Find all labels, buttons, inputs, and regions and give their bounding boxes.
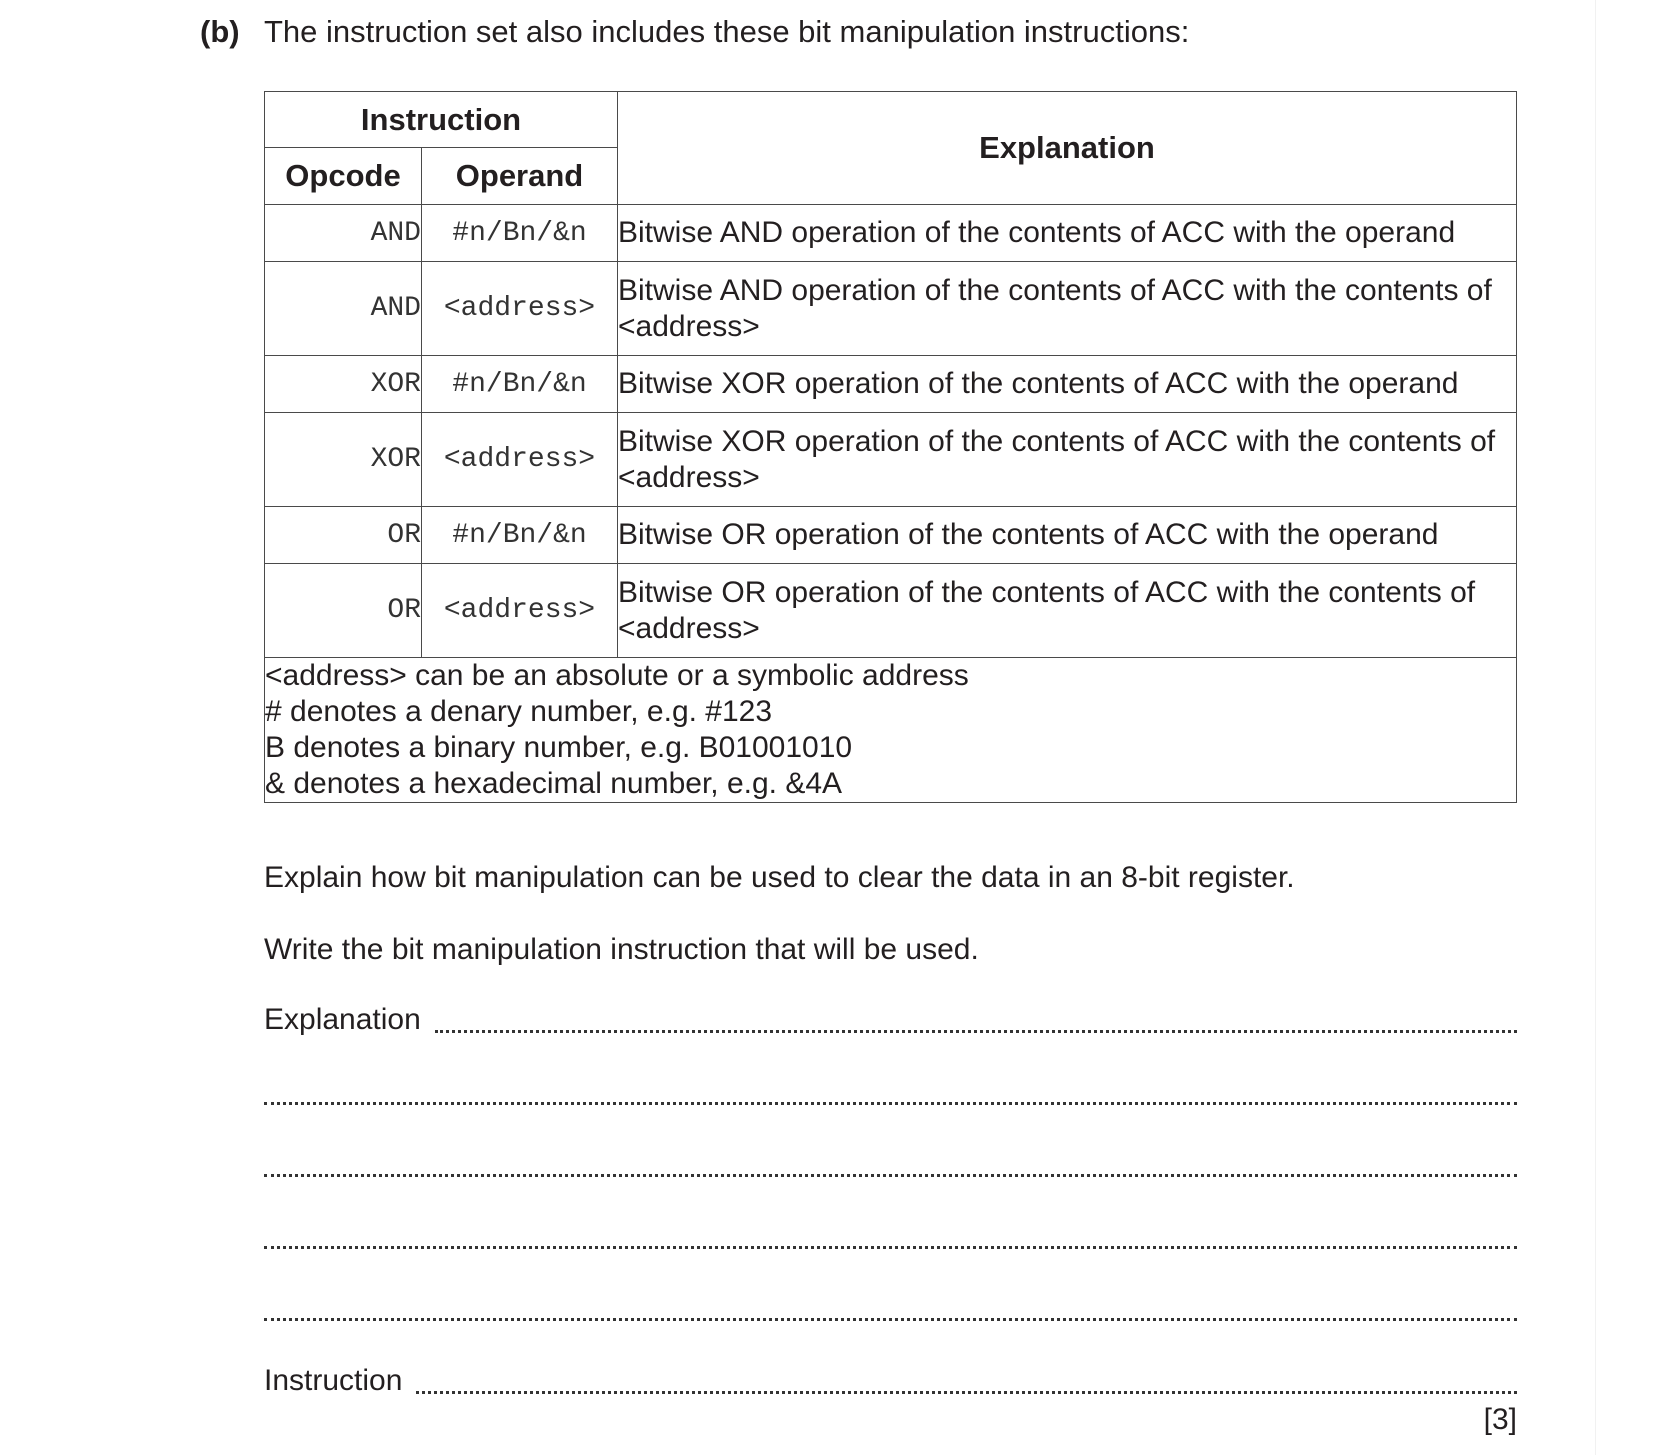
explanation-answer-line[interactable]	[264, 1067, 1517, 1107]
explanation-cell: Bitwise XOR operation of the contents of ACC with the operand	[618, 356, 1517, 413]
operand-cell: #n/Bn/&n	[422, 356, 618, 413]
operand-cell: <address>	[422, 564, 618, 658]
explanation-answer-line[interactable]	[264, 1211, 1517, 1251]
table-row	[265, 356, 1517, 413]
header-explanation: Explanation	[618, 92, 1517, 205]
header-opcode: Opcode	[265, 148, 422, 205]
explanation-cell: Bitwise AND operation of the contents of ACC with the contents of <address>	[618, 262, 1517, 356]
question-part-label: (b)	[200, 14, 240, 49]
explanation-cell: Bitwise OR operation of the contents of ACC with the operand	[618, 507, 1517, 564]
table-row	[265, 564, 1517, 658]
instruction-answer-line[interactable]	[264, 1356, 1517, 1396]
header-operand: Operand	[422, 148, 618, 205]
note-hexadecimal: & denotes a hexadecimal number, e.g. &4A	[265, 767, 843, 800]
opcode-cell: XOR	[265, 413, 422, 507]
answer-dotted-line[interactable]	[416, 1391, 1517, 1394]
operand-cell: #n/Bn/&n	[422, 507, 618, 564]
table-row	[265, 205, 1517, 262]
explanation-cell: Bitwise XOR operation of the contents of ACC with the contents of <address>	[618, 413, 1517, 507]
answer-dotted-line[interactable]	[264, 1246, 1517, 1249]
explanation-answer-line[interactable]	[264, 1139, 1517, 1179]
note-binary: B denotes a binary number, e.g. B01001010	[265, 731, 853, 764]
opcode-cell: AND	[265, 205, 422, 262]
explanation-answer-line[interactable]	[264, 995, 1517, 1035]
page-edge	[1595, 0, 1596, 1455]
explanation-label: Explanation	[264, 1003, 421, 1036]
answer-dotted-line[interactable]	[264, 1174, 1517, 1177]
table-row	[265, 413, 1517, 507]
header-instruction: Instruction	[265, 92, 618, 148]
operand-cell: <address>	[422, 413, 618, 507]
opcode-cell: OR	[265, 507, 422, 564]
explanation-cell: Bitwise OR operation of the contents of ACC with the contents of <address>	[618, 564, 1517, 658]
marks-label: [3]	[1483, 1403, 1517, 1436]
note-address: <address> can be an absolute or a symbolic address	[265, 659, 969, 692]
answer-dotted-line[interactable]	[435, 1030, 1517, 1033]
opcode-cell: XOR	[265, 356, 422, 413]
opcode-cell: AND	[265, 262, 422, 356]
operand-cell: <address>	[422, 262, 618, 356]
notes-row	[265, 658, 1517, 803]
prompt-explain: Explain how bit manipulation can be used to clear the data in an 8-bit register.	[264, 861, 1295, 894]
question-intro: The instruction set also includes these bit manipulation instructions:	[264, 14, 1190, 49]
notes-cell	[265, 658, 1517, 803]
opcode-cell: OR	[265, 564, 422, 658]
answer-dotted-line[interactable]	[264, 1102, 1517, 1105]
explanation-answer-line[interactable]	[264, 1283, 1517, 1323]
operand-cell: #n/Bn/&n	[422, 205, 618, 262]
answer-dotted-line[interactable]	[264, 1318, 1517, 1321]
table-row	[265, 507, 1517, 564]
table-row	[265, 262, 1517, 356]
instruction-label: Instruction	[264, 1364, 403, 1397]
note-denary: # denotes a denary number, e.g. #123	[265, 695, 773, 728]
instruction-table	[264, 91, 1517, 803]
prompt-write-instruction: Write the bit manipulation instruction that will be used.	[264, 933, 979, 966]
explanation-cell: Bitwise AND operation of the contents of ACC with the operand	[618, 205, 1517, 262]
